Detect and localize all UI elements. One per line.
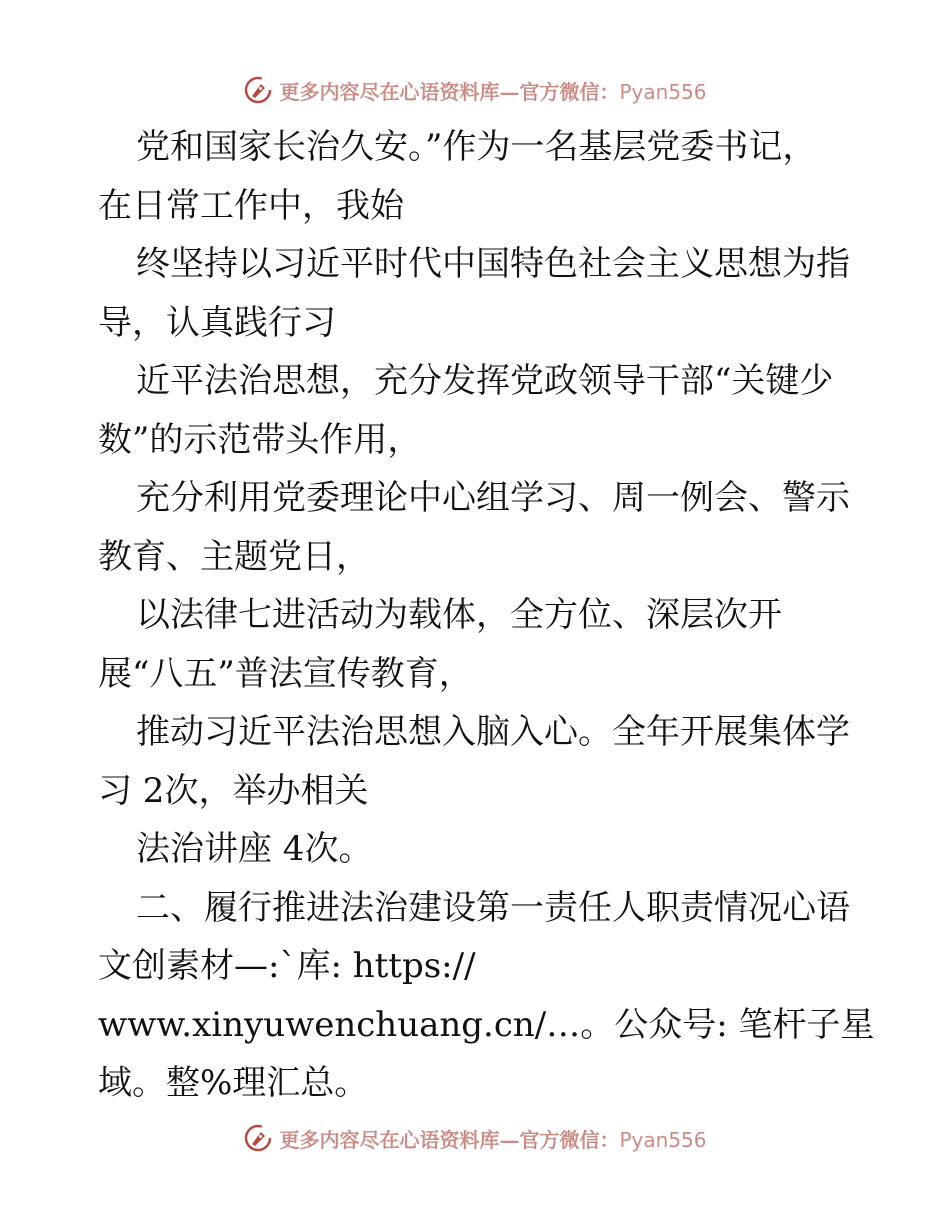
text-line: 法治讲座 4次。 [136,829,373,869]
wechat-id: Pyan556 [619,1127,707,1152]
text-line: 终坚持以习近平时代中国特色社会主义思想为指 [136,244,850,284]
text-line: 域。整%理汇总。 [98,1063,369,1103]
document-body [98,118,878,1113]
wechat-id: Pyan556 [619,79,707,104]
text-line: 党和国家长治久安。”作为一名基层党委书记， [136,127,817,167]
header-banner [0,70,950,110]
text-line: 习 2次，举办相关 [98,770,369,811]
text-line: 推动习近平法治思想入脑入心。全年开展集体学 [136,712,850,752]
text-line: 近平法治思想，充分发挥党政领导干部“关键少 [136,361,834,401]
text-line: www.xinyuwenchuang.cn/…。公众号: 笔杆子星 [98,1004,875,1045]
text-line: 数”的示范带头作用， [98,419,422,460]
text-line: 文创素材—:`库: https:// [98,946,476,986]
banner-text: 更多内容尽在心语资料库—官方微信：Pyan556 [279,1127,707,1152]
pen-nib-logo-icon [243,75,273,105]
text-line: 充分利用党委理论中心组学习、周一例会、警示 [136,478,850,518]
pen-nib-logo-icon [243,1123,273,1153]
text-line: 在日常工作中，我始 [98,185,404,226]
banner-text: 更多内容尽在心语资料库—官方微信：Pyan556 [279,79,707,104]
footer-banner [0,1118,950,1158]
text-line: 导，认真践行习 [98,302,336,343]
text-line: 以法律七进活动为载体，全方位、深层次开 [136,595,782,635]
text-line: 教育、主题党日， [98,536,370,577]
text-line: 展“八五”普法宣传教育， [98,653,473,694]
text-line: 二、履行推进法治建设第一责任人职责情况心语 [136,887,850,928]
